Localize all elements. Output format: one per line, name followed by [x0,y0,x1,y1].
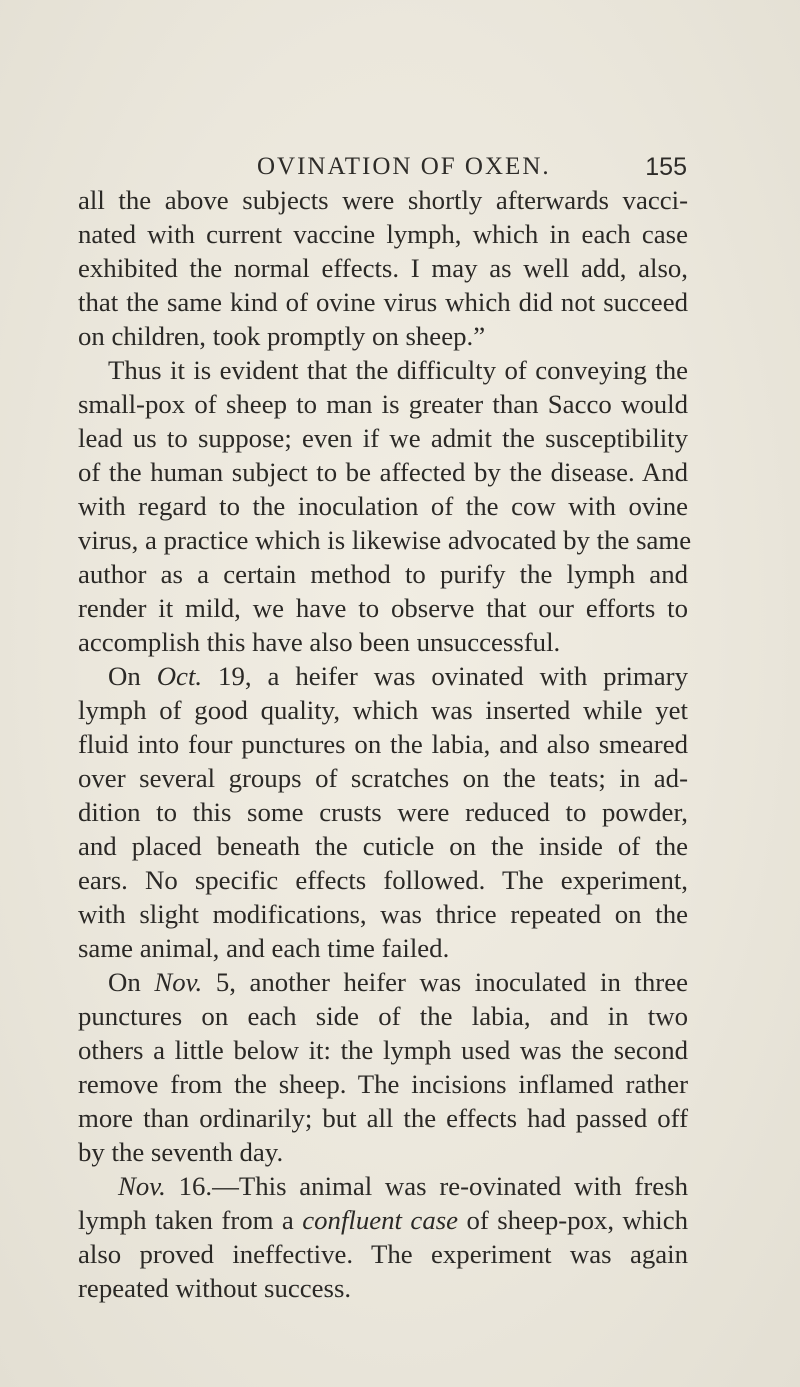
text-line: dition to this some crusts were reduced to powder, [78,797,688,827]
running-title: OVINATION OF OXEN. [257,153,551,180]
text-run: 5, another heifer was inoculated in three [202,967,688,997]
date-italic: Nov. [154,967,203,997]
date-italic: Nov. [118,1171,166,1201]
text-line [78,1203,688,1237]
text-line: ears. No specific effects followed. The experiment, [78,865,688,895]
page-number: 155 [645,153,687,181]
text-line: same animal, and each time failed. [78,933,450,963]
text-line [78,659,688,693]
text-line: with regard to the inoculation of the cow with ovine [78,491,688,521]
text-line: lymph of good quality, which was inserted while yet [78,695,688,725]
text-line: author as a certain method to purify the lymph and [78,559,688,589]
text-line: virus, a practice which is likewise advocated by the same [78,525,692,555]
text-line [78,1169,688,1203]
text-line: on children, took promptly on sheep.” [78,321,486,351]
running-head [257,153,687,187]
emphasis-italic: confluent case [302,1205,459,1235]
text-line: with slight modifications, was thrice repeated on the [78,899,688,929]
text-line: accomplish this have also been unsuccessful. [78,627,561,657]
text-line: fluid into four punctures on the labia, and also smeared [78,729,688,759]
text-line: that the same kind of ovine virus which did not succeed [78,287,688,317]
text-line: nated with current vaccine lymph, which in each case [78,219,688,249]
text-line: Thus it is evident that the difficulty of conveying the [108,355,688,385]
text-run: On [108,661,157,691]
text-line: exhibited the normal effects. I may as well add, also, [78,253,688,283]
text-line: remove from the sheep. The incisions inflamed rather [78,1069,688,1099]
text-line: also proved ineffective. The experiment was again [78,1239,688,1269]
text-run: of sheep-pox, which [458,1205,689,1235]
text-line: all the above subjects were shortly afterwards vacci- [78,185,688,215]
text-line: others a little below it: the lymph used was the second [78,1035,688,1065]
text-line: more than ordinarily; but all the effects had passed off [78,1103,688,1133]
text-run: lymph taken from a [78,1205,303,1235]
text-run: 19, a heifer was ovinated with primary [202,661,688,691]
text-line: lead us to suppose; even if we admit the susceptibility [78,423,688,453]
text-line: over several groups of scratches on the teats; in ad- [78,763,688,793]
text-line [78,965,688,999]
date-italic: Oct. [156,661,203,691]
text-line: repeated without success. [78,1273,352,1303]
text-line: of the human subject to be affected by the disease. And [78,457,688,487]
text-line: small-pox of sheep to man is greater than Sacco would [78,389,688,419]
text-line: by the seventh day. [78,1137,284,1167]
text-run: On [108,967,155,997]
text-line: and placed beneath the cuticle on the inside of the [78,831,688,861]
text-line: punctures on each side of the labia, and in two [78,1001,688,1031]
text-line: render it mild, we have to observe that our efforts to [78,593,688,623]
body-text [78,183,692,1305]
text-run: 16.—This animal was re-ovinated with fresh [165,1171,688,1201]
